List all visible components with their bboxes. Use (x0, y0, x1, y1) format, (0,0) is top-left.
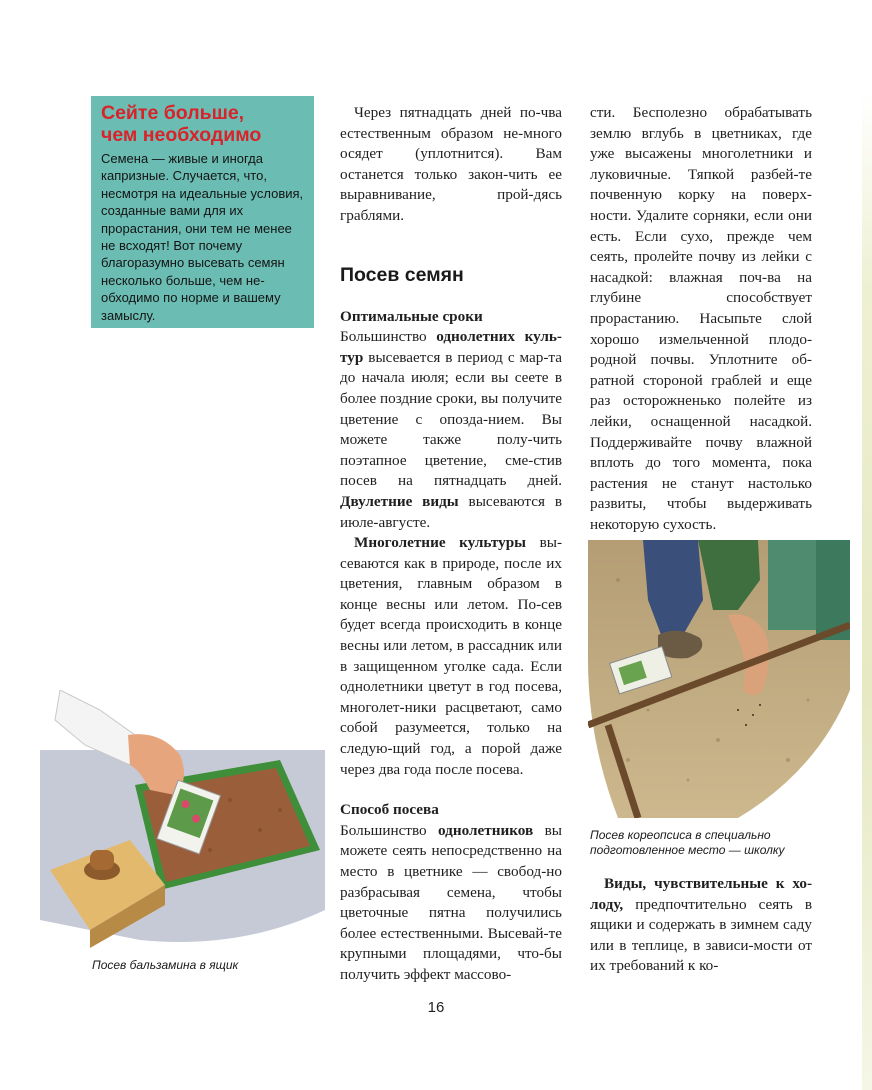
caption-right: Посев кореопсиса в специально подготовленное место — школку (590, 828, 785, 857)
sidebar-text: Семена — живые и иногда капризные. Случается, что, несмотря на идеальные условия, созданные вами для их прорастания, они тем не менее не всходят! Вот почему благоразумно высевать семян несколько больше, чем не-обходимо по норме и вашему замыслу. (101, 151, 304, 323)
paragraph-cold-sensitive: Виды, чувствительные к хо-лоду, предпочтительно сеять в ящики и содержать в зимнем саду или в теплице, в зависи-мости от их требований к ко- (590, 875, 812, 975)
illustration-seed-tray (40, 690, 325, 950)
text-column-3 (590, 874, 812, 977)
text-column-1 (340, 103, 562, 986)
sidebar-title: Сейте больше, чем необходимо (101, 102, 262, 146)
paragraph-annuals: Большинство однолетних куль-тур высевается в период с мар-та до начала июля; если вы сеете в более поздние сроки, вы получите цветение с опозда-нием. Вы можете также полу-чить поэтапное цветение, сме-стив посев на пятнадцать дней. Двулетние виды высеваются в июле-августе. (340, 328, 563, 531)
caption-left: Посев бальзамина в ящик (92, 958, 239, 972)
intro-paragraph: Через пятнадцать дней по-чва естественным образом не-много осядет (уплотнится). Вам останется только закон-чить ее выравнивание, прой-дясь граблями. (340, 104, 562, 224)
tip-sidebar (91, 96, 314, 328)
subheading-timing: Оптимальные сроки (340, 307, 483, 325)
subheading-method: Способ посева (340, 801, 439, 819)
paragraph-preparation: сти. Бесполезно обрабатывать землю вглубь в цветниках, где уже высажены многолетники и луковичные. Тяпкой разбей-те почвенную корку на поверх-ности. Удалите сорняки, если они есть. Если сухо, прежде чем сеять, пролейте почву из лейки с насадкой: влажная поч-ва на глубине способствует прорастанию. Насыпьте слой хорошо измельченной плодо-родной почвы. Уплотните об-ратной стороной граблей и еще раз осторожненько полейте из лейки, оснащенной насадкой. Поддерживайте почву влажной вплоть до того момента, пока растения не станут настолько развиты, чтобы выдерживать некоторую сухость. (590, 104, 812, 533)
illustration-sowing-bed (588, 540, 850, 818)
page-number: 16 (427, 999, 445, 1016)
text-column-2 (590, 103, 812, 535)
page-edge-strip (862, 90, 872, 1090)
section-title: Посев семян (340, 263, 464, 286)
paragraph-perennials: Многолетние культуры вы-севаются как в природе, после их цветения, главным образом в конце весны или летом. По-сев будет всегда происходить в конце весны или летом, в рассадник или в защищенном уголке сада. Если однолетники цветут в год посева, многолет-ники расцветают, само собой разумеется, только на следую-щий год, а порой даже через два года после посева. (340, 534, 562, 778)
paragraph-method: Большинство однолетников вы можете сеять непосредственно на место в цветнике — свобод-но разбрасывая семена, чтобы цветочные пятна получились более естественными. Высевай-те крупными площадями, что-бы получить эффект массово- (340, 821, 562, 983)
